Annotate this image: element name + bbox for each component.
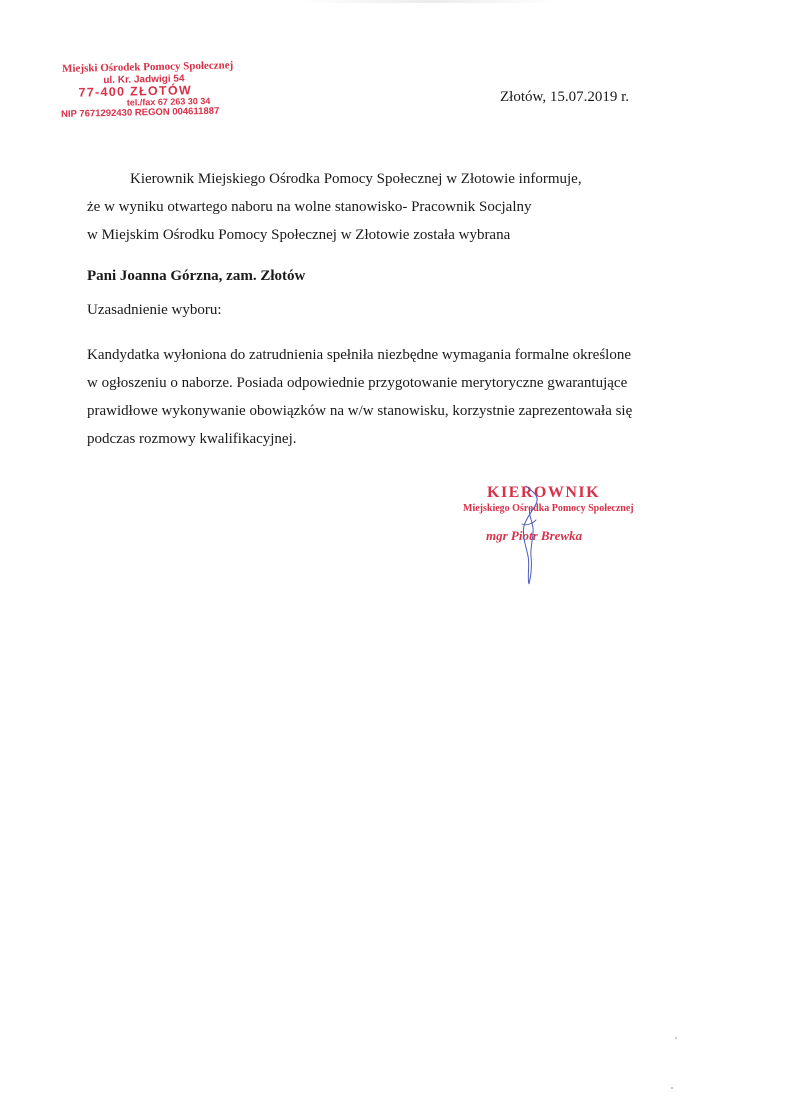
stamp-tax-ids: NIP 7671292430 REGON 004611887 xyxy=(60,105,220,120)
scan-edge-artifact xyxy=(300,0,560,3)
intro-line: że w wyniku otwartego naboru na wolne stanowisko- Pracownik Socjalny xyxy=(87,199,532,215)
justification-line: podczas rozmowy kwalifikacyjnej. xyxy=(87,431,297,447)
stamp-postal-city: 77-400 ZŁOTÓW xyxy=(78,83,193,100)
institution-stamp xyxy=(60,60,261,120)
justification-line: w ogłoszeniu o naborze. Posiada odpowiednie przygotowanie merytoryczne gwarantujące xyxy=(87,375,628,391)
scan-speck xyxy=(675,1037,677,1039)
stamp-street-address: ul. Kr. Jadwigi 54 xyxy=(103,72,185,86)
scan-speck xyxy=(671,1087,673,1089)
justification-paragraph xyxy=(87,341,632,453)
signature-organization: Miejskiego Ośrodka Pomocy Społecznej xyxy=(463,503,634,514)
intro-paragraph xyxy=(0,165,582,249)
signature-title: KIEROWNIK xyxy=(487,484,601,501)
signature-stroke xyxy=(523,486,537,584)
stamp-phone-fax: tel./fax 67 263 30 34 xyxy=(126,96,211,108)
justification-heading: Uzasadnienie wyboru: xyxy=(87,302,222,318)
stamp-institution-name: Miejski Ośrodek Pomocy Społecznej xyxy=(61,59,234,75)
intro-line: w Miejskim Ośrodku Pomocy Społecznej w Złotowie została wybrana xyxy=(87,227,511,243)
letter-date: Złotów, 15.07.2019 r. xyxy=(500,89,630,105)
intro-line: Kierownik Miejskiego Ośrodka Pomocy Społecznej w Złotowie informuje, xyxy=(130,171,582,187)
selected-candidate: Pani Joanna Górzna, zam. Złotów xyxy=(87,268,306,284)
justification-line: prawidłowe wykonywanie obowiązków na w/w stanowisku, korzystnie zaprezentowała się xyxy=(87,403,633,419)
signature-name: mgr Piotr Brewka xyxy=(486,528,583,543)
handwritten-signature xyxy=(500,484,560,588)
justification-line: Kandydatka wyłoniona do zatrudnienia spełniła niezbędne wymagania formalne określone xyxy=(87,347,631,363)
